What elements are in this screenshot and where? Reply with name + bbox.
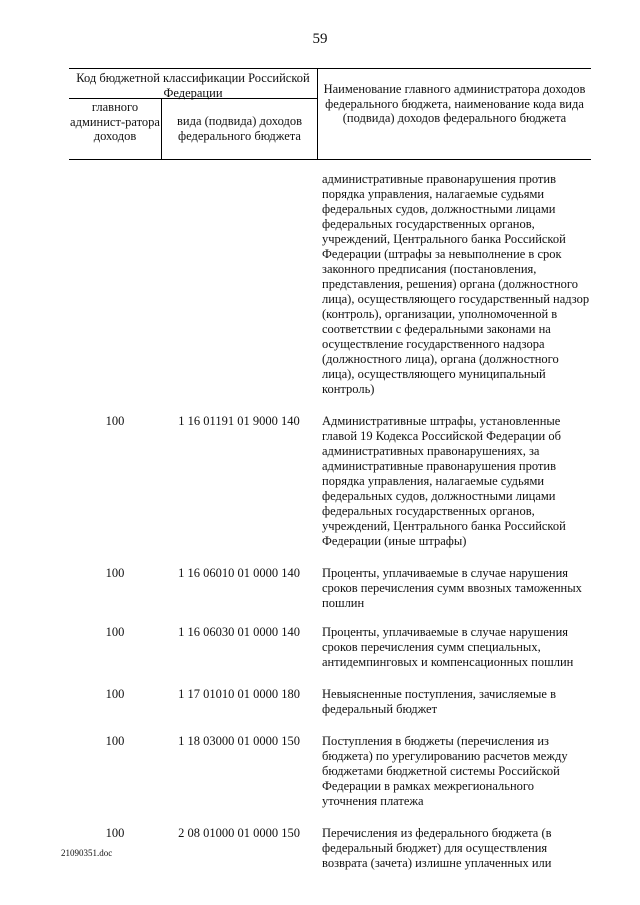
table-row bbox=[69, 549, 591, 611]
admin-code-cell: 100 bbox=[105, 414, 125, 428]
income-code-cell: 1 16 01191 01 9000 140 bbox=[178, 414, 300, 428]
admin-code-cell bbox=[69, 172, 161, 397]
name-cell: Административные штрафы, установленные главой 19 Кодекса Российской Федерации об административных правонарушениях, за административные правонарушения против порядка управления, налагаемые судьями федеральных судов, должностными лицами федеральных государственных органов, учреждений, Центрального банка Российской Федерации (иные штрафы) bbox=[322, 414, 566, 548]
income-code-cell: 2 08 01000 01 0000 150 bbox=[178, 826, 300, 840]
admin-code-cell: 100 bbox=[105, 625, 125, 639]
table-header bbox=[69, 68, 591, 160]
page-number: 59 bbox=[312, 31, 328, 47]
name-cell: административные правонарушения против порядка управления, налагаемые судьями федеральных судов, должностными лицами федеральных государственных органов, учреждений, Центрального банка Российской Федерации (штрафы за невыполнение в срок законного предписания (постановления, представления, решения) органа (должностного лица), осуществляющего государственный надзор (контроль), организации, уполномоченной в соответствии с федеральными законами на осуществление государственного надзора (должностного лица), органа (должностного лица), осуществляющего муниципальный контроль) bbox=[322, 172, 590, 396]
header-admin-code: главного админист-ратора доходов bbox=[70, 100, 160, 143]
table-body bbox=[69, 160, 591, 871]
name-cell: Перечисления из федерального бюджета (в федеральный бюджет) для осуществления возврата (зачета) излишне уплаченных или bbox=[322, 826, 552, 870]
table-row bbox=[69, 397, 591, 549]
admin-code-cell: 100 bbox=[105, 687, 125, 701]
admin-code-cell: 100 bbox=[105, 734, 125, 748]
name-cell: Невыясненные поступления, зачисляемые в федеральный бюджет bbox=[322, 687, 556, 716]
header-divider bbox=[69, 98, 317, 99]
income-code-cell: 1 18 03000 01 0000 150 bbox=[178, 734, 300, 748]
income-code-cell: 1 16 06010 01 0000 140 bbox=[178, 566, 300, 580]
admin-code-cell: 100 bbox=[105, 826, 125, 840]
name-cell: Проценты, уплачиваемые в случае нарушения сроков перечисления сумм ввозных таможенных пошлин bbox=[322, 566, 582, 610]
table-row bbox=[69, 611, 591, 670]
header-name: Наименование главного администратора доходов федерального бюджета, наименование кода вида (подвида) доходов федерального бюджета bbox=[323, 82, 586, 125]
name-cell: Поступления в бюджеты (перечисления из бюджета) по урегулированию расчетов между бюджетами бюджетной системы Российской Федерации в рамках межрегионального уточнения платежа bbox=[322, 734, 568, 808]
table-row bbox=[69, 717, 591, 809]
document-filename: 21090351.doc bbox=[61, 848, 113, 858]
income-code-cell: 1 17 01010 01 0000 180 bbox=[178, 687, 300, 701]
table-row bbox=[69, 670, 591, 717]
header-code-group: Код бюджетной классификации Российской Федерации bbox=[76, 71, 310, 100]
table-row bbox=[69, 160, 591, 397]
header-income-type-code: вида (подвида) доходов федерального бюджета bbox=[177, 114, 302, 143]
budget-classification-table bbox=[69, 68, 591, 871]
name-cell: Проценты, уплачиваемые в случае нарушения сроков перечисления сумм специальных, антидемпинговых и компенсационных пошлин bbox=[322, 625, 574, 669]
income-code-cell: 1 16 06030 01 0000 140 bbox=[178, 625, 300, 639]
table-row bbox=[69, 809, 591, 871]
admin-code-cell: 100 bbox=[105, 566, 125, 580]
income-code-cell bbox=[161, 172, 317, 397]
